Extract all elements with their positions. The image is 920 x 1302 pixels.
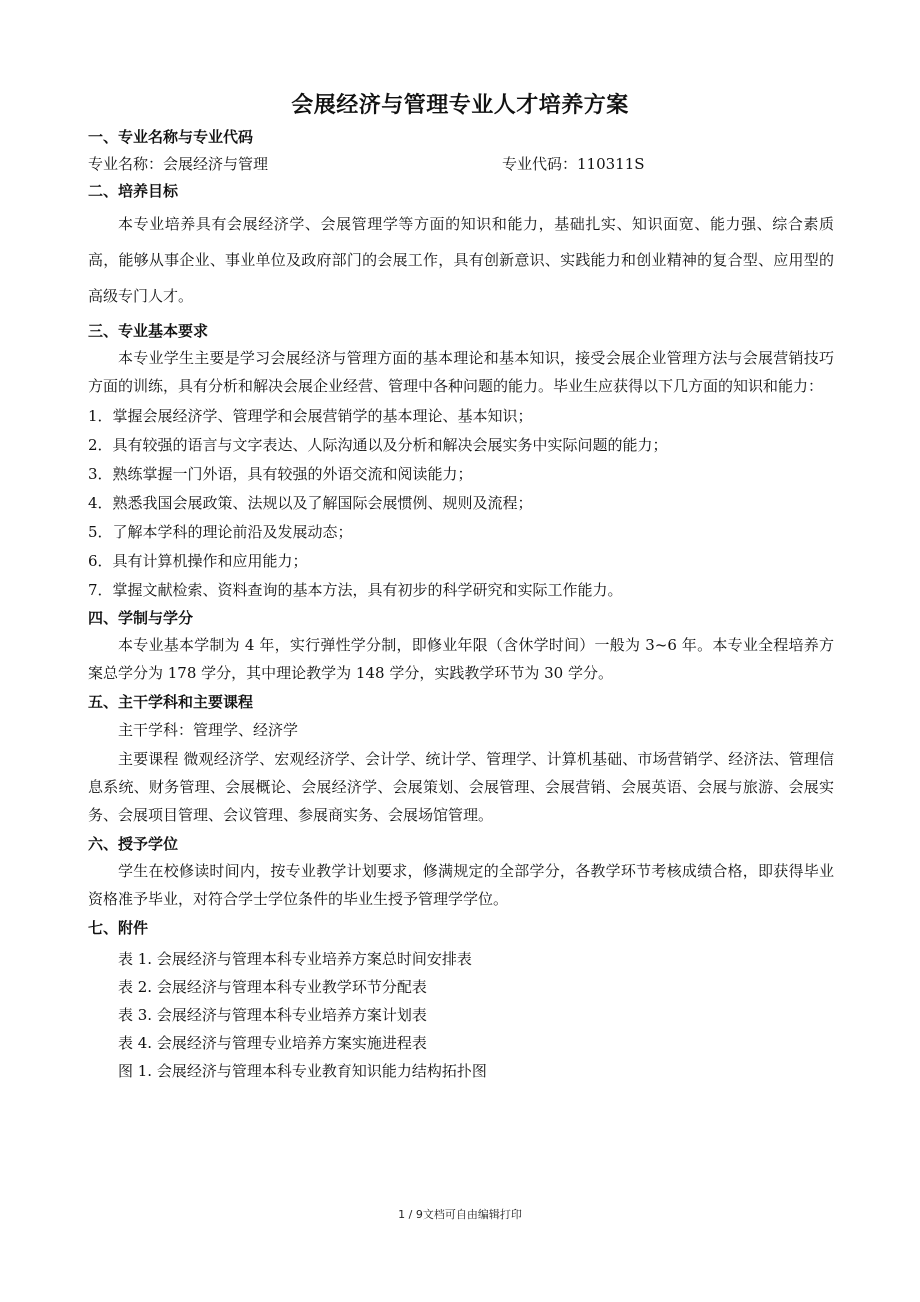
list-item: 4．熟悉我国会展政策、法规以及了解国际会展惯例、规则及流程； bbox=[88, 494, 533, 512]
attachments-list bbox=[88, 945, 834, 1085]
page-footer: 1 / 9文档可自由编辑打印 bbox=[398, 1208, 522, 1221]
section-heading-attachments: 七、附件 bbox=[88, 919, 149, 937]
list-item: 6．具有计算机操作和应用能力； bbox=[88, 552, 308, 570]
list-item: 7．掌握文献检索、资料查询的基本方法，具有初步的科学研究和实际工作能力。 bbox=[88, 581, 623, 599]
attachment-item: 图 1. 会展经济与管理本科专业教育知识能力结构拓扑图 bbox=[118, 1062, 487, 1080]
section-heading-degree: 六、授予学位 bbox=[88, 835, 179, 853]
list-item: 1．掌握会展经济学、管理学和会展营销学的基本理论、基本知识； bbox=[88, 407, 533, 425]
requirements-list bbox=[88, 402, 834, 605]
list-item: 5．了解本学科的理论前沿及发展动态； bbox=[88, 523, 353, 541]
attachment-item: 表 1. 会展经济与管理本科专业培养方案总时间安排表 bbox=[118, 950, 472, 968]
document-body bbox=[88, 124, 834, 1085]
main-courses-paragraph: 主要课程 微观经济学、宏观经济学、会计学、统计学、管理学、计算机基础、市场营销学、经济法、管理信息系统、财务管理、会展概论、会展经济学、会展策划、会展管理、会展营销、会展英语、会展与旅游、会展实务、会展项目管理、会议管理、参展商实务、会展场馆管理。 bbox=[88, 750, 834, 824]
section-heading-basic-requirements: 三、专业基本要求 bbox=[88, 322, 209, 340]
duration-credits-paragraph: 本专业基本学制为 4 年，实行弹性学分制，即修业年限（含休学时间）一般为 3~6 年。本专业全程培养方案总学分为 178 学分，其中理论教学为 148 学分，实践教学环节为 30 学分。 bbox=[88, 636, 834, 682]
main-subjects-line: 主干学科：管理学、经济学 bbox=[118, 721, 299, 739]
major-name-code-row bbox=[88, 150, 834, 178]
section-heading-major-name-code: 一、专业名称与专业代码 bbox=[88, 128, 254, 146]
degree-paragraph: 学生在校修读时间内，按专业教学计划要求，修满规定的全部学分，各教学环节考核成绩合格，即获得毕业资格准予毕业，对符合学士学位条件的毕业生授予管理学学位。 bbox=[88, 862, 834, 908]
list-item: 3．熟练掌握一门外语，具有较强的外语交流和阅读能力； bbox=[88, 465, 473, 483]
training-goal-paragraph: 本专业培养具有会展经济学、会展管理学等方面的知识和能力，基础扎实、知识面宽、能力强、综合素质高，能够从事企业、事业单位及政府部门的会展工作，具有创新意识、实践能力和创业精神的复合型、应用型的高级专门人才。 bbox=[88, 215, 834, 305]
section-heading-disciplines-courses: 五、主干学科和主要课程 bbox=[88, 693, 254, 711]
section-heading-duration-credits: 四、学制与学分 bbox=[88, 609, 194, 627]
attachment-item: 表 4. 会展经济与管理专业培养方案实施进程表 bbox=[118, 1034, 427, 1052]
page-title: 会展经济与管理专业人才培养方案 bbox=[291, 93, 629, 118]
major-name-text: 专业名称：会展经济与管理 bbox=[88, 155, 269, 173]
section-heading-training-goal: 二、培养目标 bbox=[88, 182, 179, 200]
attachment-item: 表 2. 会展经济与管理本科专业教学环节分配表 bbox=[118, 978, 427, 996]
attachment-item: 表 3. 会展经济与管理本科专业培养方案计划表 bbox=[118, 1006, 427, 1024]
requirements-intro-paragraph: 本专业学生主要是学习会展经济与管理方面的基本理论和基本知识，接受会展企业管理方法与会展营销技巧方面的训练，具有分析和解决会展企业经营、管理中各种问题的能力。毕业生应获得以下几方面的知识和能力： bbox=[88, 349, 834, 395]
list-item: 2．具有较强的语言与文字表达、人际沟通以及分析和解决会展实务中实际问题的能力； bbox=[88, 436, 668, 454]
major-code-text: 专业代码：110311S bbox=[502, 155, 645, 173]
